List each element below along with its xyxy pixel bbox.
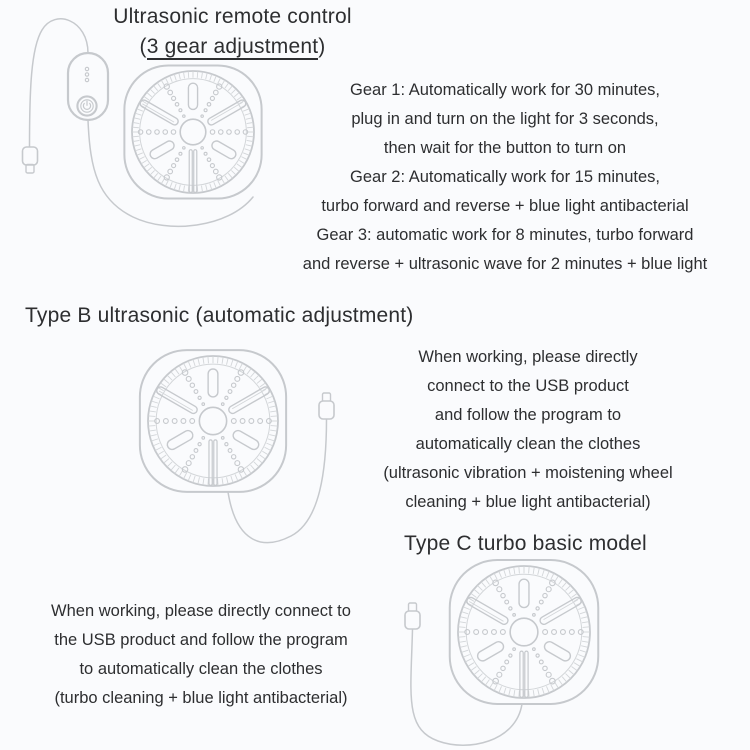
section2-title: Type B ultrasonic (automatic adjustment) bbox=[25, 304, 414, 327]
washer-turbine-disc-illustration bbox=[450, 560, 599, 704]
washer-turbine-disc-illustration bbox=[140, 350, 286, 492]
description-line: connect to the USB product bbox=[427, 377, 629, 395]
turbine-blade bbox=[520, 651, 528, 697]
page-title: Ultrasonic remote control bbox=[113, 5, 352, 28]
turbine-blade bbox=[231, 429, 260, 451]
description-line: automatically clean the clothes bbox=[415, 435, 641, 453]
description-line: When working, please directly bbox=[418, 348, 638, 366]
cable-line bbox=[88, 120, 253, 226]
dot-row bbox=[138, 130, 175, 135]
usb-plug-illustration bbox=[319, 393, 334, 419]
turbine-blade bbox=[476, 640, 506, 663]
description-line: Gear 1: Automatically work for 30 minutes, bbox=[350, 81, 660, 99]
turbine-blade bbox=[209, 440, 217, 486]
description-line: Gear 2: Automatically work for 15 minutes, bbox=[350, 168, 660, 186]
section3-description bbox=[15, 597, 387, 713]
section1-title-block bbox=[100, 2, 365, 62]
description-line: When working, please directly connect to bbox=[51, 602, 351, 620]
washer-turbine-disc-illustration bbox=[124, 66, 261, 199]
page-subtitle bbox=[100, 32, 365, 62]
usb-plug-illustration bbox=[405, 603, 420, 629]
dot-row bbox=[543, 630, 584, 635]
remote-control-illustration bbox=[68, 53, 108, 120]
subtitle-suffix: ) bbox=[318, 35, 326, 58]
usb-plug-illustration bbox=[23, 147, 38, 173]
turbine-blade bbox=[210, 139, 237, 160]
turbine-blade bbox=[208, 369, 218, 397]
dot-row bbox=[210, 130, 247, 135]
turbine-blade bbox=[188, 83, 197, 109]
description-line: Gear 3: automatic work for 8 minutes, turbo forward bbox=[316, 226, 694, 244]
description-line: and reverse + ultrasonic wave for 2 minutes + blue light bbox=[302, 255, 708, 273]
brush-ring bbox=[458, 566, 589, 697]
description-line: plug in and turn on the light for 3 seconds, bbox=[351, 110, 659, 128]
description-line: then wait for the button to turn on bbox=[383, 139, 627, 157]
section2-description bbox=[372, 343, 684, 517]
turbine-blade bbox=[189, 150, 197, 193]
turbine-blade bbox=[227, 386, 270, 415]
dot-row bbox=[155, 419, 195, 424]
power-button-icon bbox=[77, 96, 96, 115]
description-line: turbo forward and reverse + blue light antibacterial bbox=[321, 197, 689, 215]
subtitle-underlined-text: 3 gear adjustment bbox=[146, 35, 319, 58]
turbine-blade bbox=[539, 596, 583, 626]
description-line: (turbo cleaning + blue light antibacterial) bbox=[54, 689, 348, 707]
description-line: cleaning + blue light antibacterial) bbox=[405, 493, 651, 511]
subtitle-prefix: ( bbox=[139, 35, 147, 58]
dot-row bbox=[465, 630, 506, 635]
turbine-blade bbox=[148, 139, 175, 160]
description-line: the USB product and follow the program bbox=[54, 631, 348, 649]
brush-ring bbox=[148, 356, 277, 485]
description-line: and follow the program to bbox=[434, 406, 622, 424]
cable-line bbox=[228, 419, 327, 543]
cable-line bbox=[30, 19, 89, 147]
turbine-blade bbox=[207, 99, 248, 126]
turbine-blade bbox=[519, 579, 529, 607]
turbine-blade bbox=[166, 429, 195, 451]
description-line: to automatically clean the clothes bbox=[79, 660, 323, 678]
indicator-lights-icon bbox=[85, 67, 88, 81]
turbine-blade bbox=[543, 640, 573, 663]
section3-title: Type C turbo basic model bbox=[404, 532, 647, 555]
section1-description bbox=[298, 76, 712, 279]
dot-row bbox=[231, 419, 271, 424]
description-line: (ultrasonic vibration + moistening wheel bbox=[383, 464, 673, 482]
